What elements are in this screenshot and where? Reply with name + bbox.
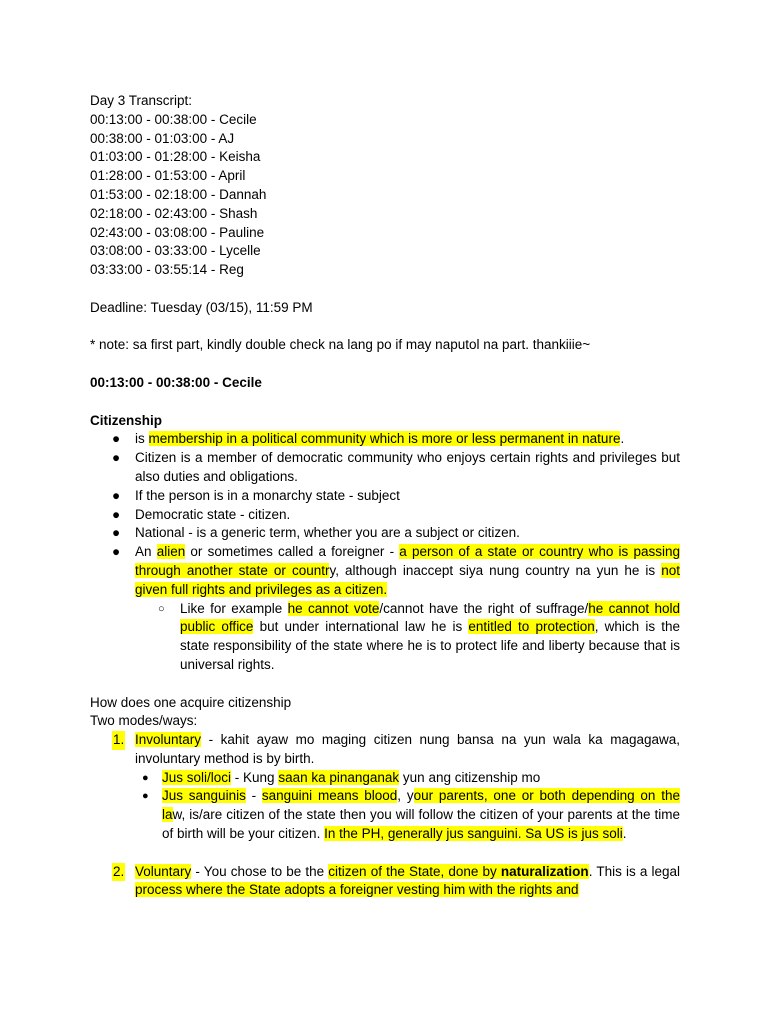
schedule-entry: 00:38:00 - 01:03:00 - AJ: [90, 130, 235, 146]
sub-bullet-item: ○ Like for example he cannot vote/cannot have the right of suffrage/he cannot hold public office but under international law he is entitled to protection, which is the state responsibility of the state where he is to protect life and liberty because that is universal rights.: [158, 600, 680, 672]
bullet-marker: ●: [112, 487, 121, 503]
schedule-entry: 01:28:00 - 01:53:00 - April: [90, 168, 246, 184]
bullet-marker: ●: [112, 506, 121, 522]
citizenship-heading: Citizenship: [90, 412, 163, 428]
bullet-marker: ●: [112, 431, 121, 447]
bullet-item: ● National - is a generic term, whether you are a subject or citizen.: [90, 524, 680, 543]
numbered-item: 1. Involuntary - kahit ayaw mo maging citizen nung bansa na yun wala ka magagawa, involuntary method is by birth.: [113, 732, 680, 766]
document-page: [90, 92, 680, 900]
number-marker: 1.: [112, 731, 125, 750]
bullet-item: ● Citizen is a member of democratic community who enjoys certain rights and privileges but also duties and obligations.: [112, 450, 680, 484]
schedule-entry: 01:53:00 - 02:18:00 - Dannah: [90, 186, 267, 202]
schedule-list: [90, 111, 680, 280]
bullet-item: ● Democratic state - citizen.: [90, 506, 680, 525]
bullet-marker: ●: [112, 450, 121, 466]
modes-label: Two modes/ways:: [90, 713, 198, 729]
deadline-text: Deadline: Tuesday (03/15), 11:59 PM: [90, 299, 313, 315]
section-heading: 00:13:00 - 00:38:00 - Cecile: [90, 374, 262, 390]
sub-bullet-item: ● Jus soli/loci - Kung saan ka pinanganak yun ang citizenship mo: [90, 769, 680, 788]
bullet-marker: ●: [112, 525, 121, 541]
sub-bullet-item: ● Jus sanguinis - sanguini means blood, your parents, one or both depending on the law, is/are citizen of the state then you will follow the citizen of your parents at the time of birth will be your citizen. In the PH, generally jus sanguini. Sa US is jus soli.: [142, 788, 680, 842]
bullet-marker: ●: [112, 544, 121, 560]
schedule-entry: 03:08:00 - 03:33:00 - Lycelle: [90, 243, 261, 259]
bullet-item: ● is membership in a political community which is more or less permanent in nature.: [90, 430, 680, 449]
transcript-title: Day 3 Transcript:: [90, 93, 193, 108]
numbered-item: 2. Voluntary - You chose to be the citizen of the State, done by naturalization. This is a legal process where the State adopts a foreigner vesting him with the rights and: [113, 863, 680, 898]
schedule-entry: 01:03:00 - 01:28:00 - Keisha: [90, 149, 261, 165]
schedule-entry: 02:43:00 - 03:08:00 - Pauline: [90, 224, 265, 240]
bullet-marker: ●: [142, 790, 149, 803]
sub-bullet-marker: ○: [158, 602, 165, 615]
bullet-marker: ●: [142, 771, 149, 784]
note-text: * note: sa first part, kindly double check na lang po if may naputol na part. thankiiie~: [90, 337, 591, 353]
acquire-question: How does one acquire citizenship: [90, 694, 292, 710]
schedule-entry: 02:18:00 - 02:43:00 - Shash: [90, 205, 258, 221]
number-marker: 2.: [112, 863, 125, 882]
bullet-item: ● An alien or sometimes called a foreigner - a person of a state or country who is passing through another state or country, although inaccept siya nung country na yun he is not given full rights and privileges as a citizen.: [112, 544, 680, 597]
schedule-entry: 00:13:00 - 00:38:00 - Cecile: [90, 111, 257, 127]
schedule-entry: 03:33:00 - 03:55:14 - Reg: [90, 262, 244, 278]
bullet-item: ● If the person is in a monarchy state - subject: [90, 487, 680, 506]
